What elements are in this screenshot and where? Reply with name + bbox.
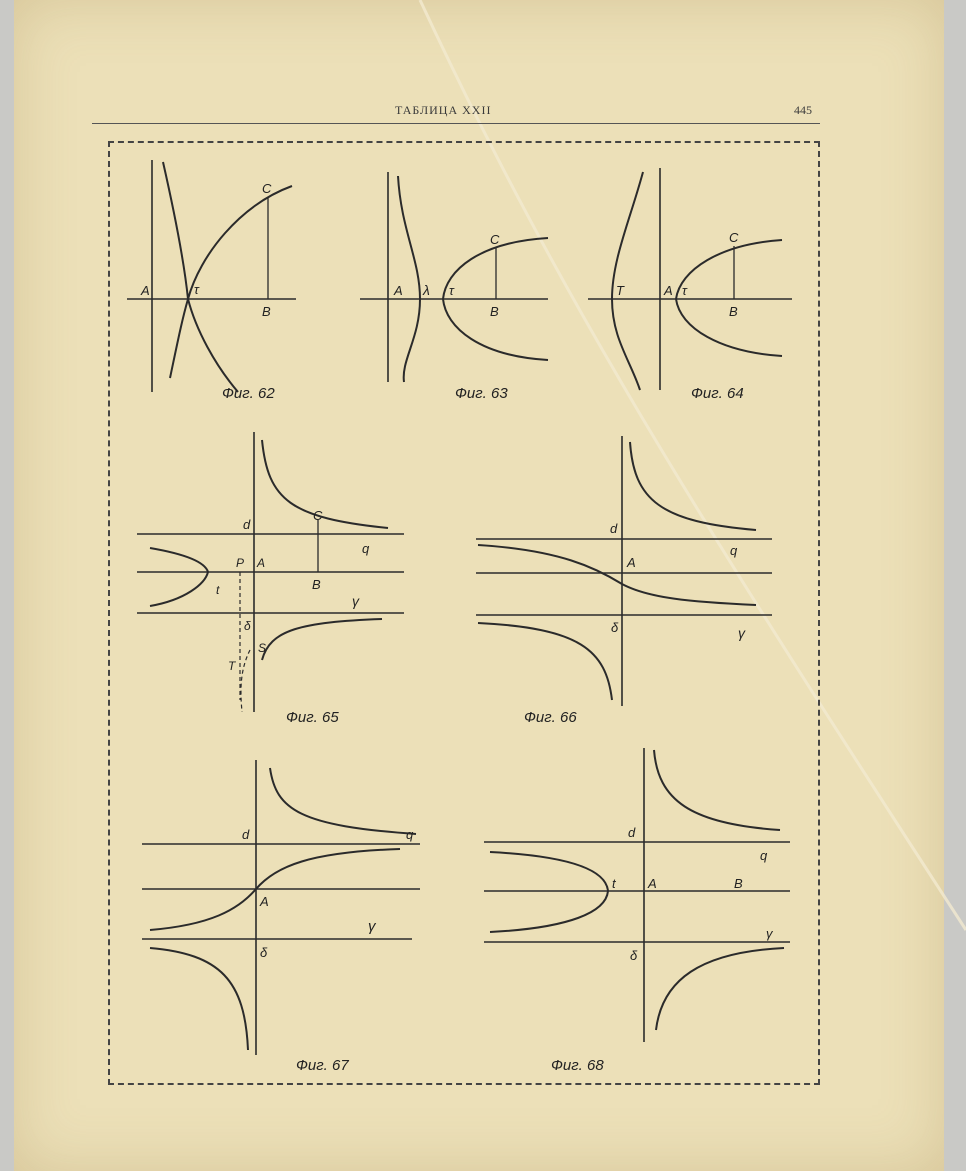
fig65-label-q: q xyxy=(362,541,370,556)
fig65-label-t2: T xyxy=(228,659,236,673)
fig65-label-d: d xyxy=(243,517,251,532)
figure-68 xyxy=(484,748,790,1074)
fig68-label-b: B xyxy=(734,876,743,891)
fig67-label-delta: δ xyxy=(260,945,268,960)
fig63-left-branch xyxy=(398,176,420,382)
fig65-label-b: B xyxy=(312,577,321,592)
fig65-dashed-curve xyxy=(241,650,250,712)
fig68-upper-branch xyxy=(654,750,780,830)
fig65-lower-branch xyxy=(262,619,382,660)
fig64-label-tau: τ xyxy=(682,283,687,298)
figure-65 xyxy=(137,432,404,726)
fig62-label-a: A xyxy=(141,283,150,298)
fig63-label-lambda: λ xyxy=(423,282,430,298)
fig68-label-delta: δ xyxy=(630,948,638,963)
fig64-label-b: B xyxy=(729,304,738,319)
fig65-label-t: t xyxy=(216,583,220,597)
fig63-caption: Фиг. 63 xyxy=(455,385,508,402)
fig66-label-q: q xyxy=(730,543,738,558)
fig62-label-tau: τ xyxy=(194,282,199,297)
fig68-lower-branch xyxy=(656,948,784,1030)
fig66-label-delta: δ xyxy=(611,620,619,635)
fig64-label-c: C xyxy=(729,230,739,245)
fig67-label-gamma: γ xyxy=(368,918,376,935)
fig67-caption: Фиг. 67 xyxy=(296,1057,349,1074)
fig66-lower-branch xyxy=(478,623,612,700)
fig67-label-d: d xyxy=(242,827,250,842)
figure-66 xyxy=(476,436,772,726)
figure-67 xyxy=(142,760,420,1074)
fig68-label-d: d xyxy=(628,825,636,840)
fig68-label-t: t xyxy=(612,876,616,891)
fig67-lower-branch xyxy=(150,948,248,1050)
fig67-label-q: q xyxy=(406,827,414,842)
fig65-label-gamma: γ xyxy=(352,593,359,609)
fig64-left-branch xyxy=(612,172,643,390)
fig64-label-t: T xyxy=(616,283,624,298)
fig66-caption: Фиг. 66 xyxy=(524,709,577,726)
fig62-curve-parabola xyxy=(170,186,292,378)
fig68-label-q: q xyxy=(760,848,768,863)
fig65-label-delta: δ xyxy=(244,619,251,633)
fig66-upper-branch xyxy=(630,442,756,530)
fig65-left-branch xyxy=(150,548,208,606)
fig65-caption: Фиг. 65 xyxy=(286,709,339,726)
fig68-left-branch xyxy=(490,852,608,932)
fig63-label-b: B xyxy=(490,304,499,319)
figure-64 xyxy=(588,168,792,402)
fig66-label-d: d xyxy=(610,521,618,536)
fig65-label-c: C xyxy=(313,508,323,523)
fig65-label-s: S xyxy=(258,641,267,655)
fig62-label-c: C xyxy=(262,181,272,196)
fig63-label-tau: τ xyxy=(449,283,454,298)
fig65-label-p: P xyxy=(236,556,245,570)
fig64-caption: Фиг. 64 xyxy=(691,385,744,402)
fig64-label-a: A xyxy=(664,283,673,298)
fig63-label-a: A xyxy=(394,283,403,298)
fig66-label-a: A xyxy=(627,555,636,570)
fig65-label-a: A xyxy=(257,556,266,570)
fig62-label-b: B xyxy=(262,304,271,319)
fig63-label-c: C xyxy=(490,232,500,247)
fig67-label-a: A xyxy=(260,894,269,909)
fig62-caption: Фиг. 62 xyxy=(222,385,275,402)
fig68-label-a: A xyxy=(648,876,657,891)
figure-63 xyxy=(360,172,548,402)
fig65-upper-branch xyxy=(262,440,388,528)
figure-62 xyxy=(127,160,296,402)
fig67-upper-branch xyxy=(270,768,416,834)
fig68-label-gamma: γ xyxy=(766,926,773,941)
fig64-right-branch xyxy=(676,240,782,356)
fig66-middle-curve xyxy=(478,545,756,605)
page-number: 445 xyxy=(794,103,812,117)
table-title: ТАБЛИЦА XXII xyxy=(395,103,492,117)
fig68-caption: Фиг. 68 xyxy=(551,1057,604,1074)
fig66-label-gamma: γ xyxy=(738,625,745,641)
